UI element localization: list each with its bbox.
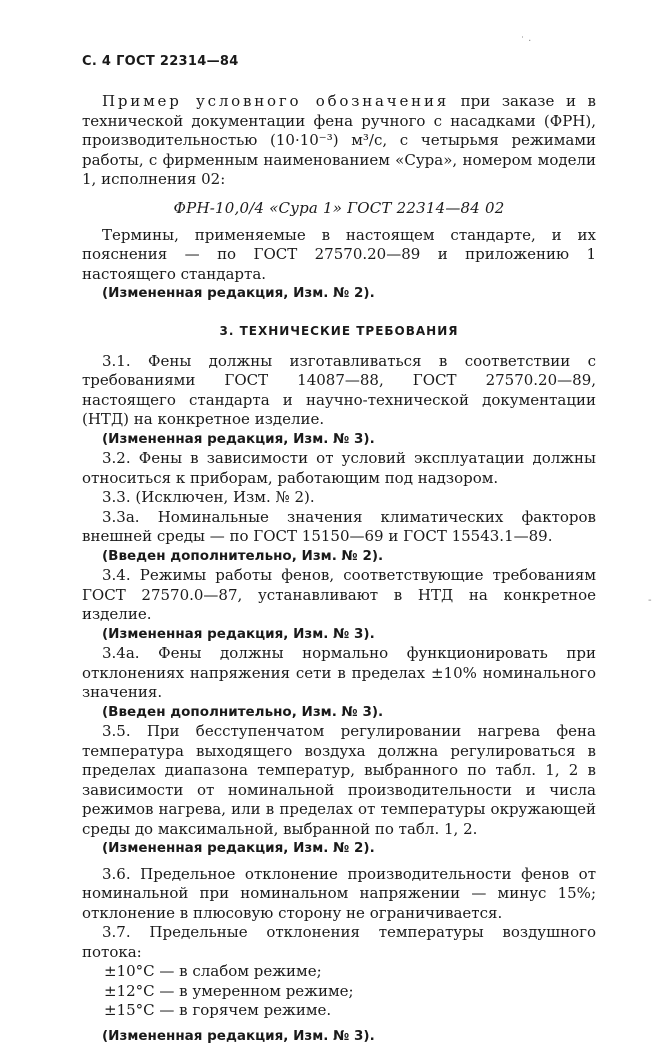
clause-3-6: 3.6. Предельное отклонение производительности фенов от номинальной при номинальном напряжении — минус 15%; отклонение в плюсовую сторону не ограничивается. bbox=[82, 865, 596, 924]
list-item: ±12°С — в умеренном режиме; bbox=[82, 982, 596, 1002]
clause-3-5: 3.5. При бесступенчатом регулировании нагрева фена температура выходящего воздуха должна регулироваться в пределах диапазона температур, выбранного по табл. 1, 2 в зависимости от номинальной производительности и числа режимов нагрева, или в пределах от температуры окружающей среды до максимальной, выбранной по табл. 1, 2. bbox=[82, 722, 596, 839]
note-3-3a: (Введен дополнительно, Изм. № 2). bbox=[82, 547, 596, 567]
clause-3-1: 3.1. Фены должны изготавливаться в соответствии с требованиями ГОСТ 14087—88, ГОСТ 27570.20—89, настоящего стандарта и научно-технической документации (НТД) на конкретное изделие. bbox=[82, 352, 596, 430]
note-3-4: (Измененная редакция, Изм. № 3). bbox=[82, 625, 596, 645]
clause-3-4a: 3.4а. Фены должны нормально функционировать при отклонениях напряжения сети в пределах ±10% номинального значения. bbox=[82, 644, 596, 703]
terms-paragraph: Термины, применяемые в настоящем стандарте, и их пояснения — по ГОСТ 27570.20—89 и приложению 1 настоящего стандарта. bbox=[82, 226, 596, 285]
example-lead: Пример условного обозначения bbox=[102, 92, 449, 110]
scan-speck: - bbox=[648, 595, 652, 606]
list-item: ±10°С — в слабом режиме; bbox=[82, 962, 596, 982]
deviation-list bbox=[82, 962, 596, 1021]
clause-3-2: 3.2. Фены в зависимости от условий эксплуатации должны относиться к приборам, работающим под надзором. bbox=[82, 449, 596, 488]
example-paragraph bbox=[82, 92, 596, 190]
clause-3-3a: 3.3а. Номинальные значения климатических факторов внешней среды — по ГОСТ 15150—69 и ГОСТ 15543.1—89. bbox=[82, 508, 596, 547]
note-3-4a: (Введен дополнительно, Изм. № 3). bbox=[82, 703, 596, 723]
clause-3-7: 3.7. Предельные отклонения температуры воздушного потока: bbox=[82, 923, 596, 962]
page-content bbox=[82, 92, 596, 1046]
list-item: ±15°С — в горячем режиме. bbox=[82, 1001, 596, 1021]
page-header: С. 4 ГОСТ 22314—84 bbox=[82, 54, 239, 69]
section-title: 3. ТЕХНИЧЕСКИЕ ТРЕБОВАНИЯ bbox=[82, 324, 596, 338]
note-3-7: (Измененная редакция, Изм. № 3). bbox=[82, 1027, 596, 1046]
scan-speck: ˙ · bbox=[520, 36, 531, 47]
example-text: при заказе и в технической документации фена ручного с насадками (ФРН), производительностью (10·10⁻³) м³/с, с четырьмя режимами работы, с фирменным наименованием «Сура», номером модели 1, исполнения 02: bbox=[82, 92, 596, 188]
clause-3-4: 3.4. Режимы работы фенов, соответствующие требованиям ГОСТ 27570.0—87, устанавливают в НТД на конкретное изделие. bbox=[82, 566, 596, 625]
note-3-1: (Измененная редакция, Изм. № 3). bbox=[82, 430, 596, 450]
clause-3-3: 3.3. (Исключен, Изм. № 2). bbox=[82, 488, 596, 508]
note-3-5: (Измененная редакция, Изм. № 2). bbox=[82, 839, 596, 859]
example-designation: ФРН-10,0/4 «Сура 1» ГОСТ 22314—84 02 bbox=[82, 199, 596, 217]
note-terms: (Измененная редакция, Изм. № 2). bbox=[82, 284, 596, 304]
